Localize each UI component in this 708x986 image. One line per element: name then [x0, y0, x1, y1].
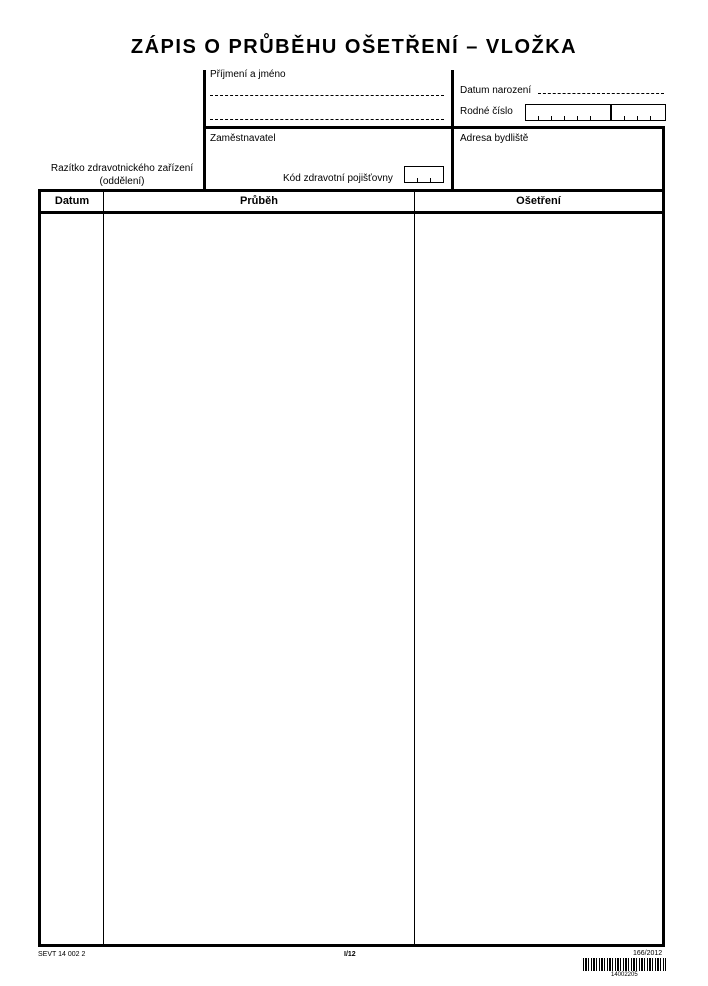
birth-number-box[interactable] — [525, 104, 666, 121]
datum-column-area[interactable] — [41, 214, 103, 944]
birth-date-line[interactable] — [538, 93, 664, 94]
page-number: I/12 — [344, 951, 356, 958]
address-label: Adresa bydliště — [460, 133, 529, 144]
birth-number-tick — [577, 116, 578, 120]
surname-name-line-2[interactable] — [210, 119, 444, 120]
birth-number-tick — [624, 116, 625, 120]
birth-number-tick — [538, 116, 539, 120]
barcode-number: 14002205 — [611, 972, 638, 978]
birth-number-tick — [637, 116, 638, 120]
stamp-label-line2: (oddělení) — [99, 176, 145, 187]
stamp-label — [40, 162, 204, 188]
form-title: ZÁPIS O PRŮBĚHU OŠETŘENÍ – VLOŽKA — [130, 36, 578, 58]
header-divider-horizontal — [203, 126, 665, 129]
column-header-osetreni: Ošetření — [516, 195, 561, 207]
header-right-border — [662, 126, 665, 190]
surname-name-line-1[interactable] — [210, 95, 444, 96]
birth-number-tick — [551, 116, 552, 120]
birth-number-tick — [650, 116, 651, 120]
birth-number-label: Rodné číslo — [460, 106, 513, 117]
edition-number: 166/2012 — [633, 950, 663, 957]
birth-number-tick — [590, 116, 591, 120]
insurance-code-label: Kód zdravotní pojišťovny — [283, 173, 393, 184]
insurance-code-tick — [430, 178, 431, 182]
osetreni-column-area[interactable] — [415, 214, 662, 944]
barcode — [583, 958, 666, 971]
column-header-datum: Datum — [54, 195, 90, 207]
surname-name-label: Příjmení a jméno — [210, 69, 286, 80]
insurance-code-tick — [417, 178, 418, 182]
stamp-label-line1: Razítko zdravotnického zařízení — [50, 163, 194, 174]
birth-number-separator — [610, 105, 612, 120]
birth-date-label: Datum narození — [460, 85, 532, 96]
prubeh-column-area[interactable] — [104, 214, 414, 944]
employer-label: Zaměstnavatel — [210, 133, 276, 144]
form-code: SEVT 14 002 2 — [38, 951, 86, 958]
birth-number-tick — [564, 116, 565, 120]
header-divider-mid — [451, 70, 454, 190]
column-header-prubeh: Průběh — [240, 195, 278, 207]
insurance-code-box[interactable] — [404, 166, 444, 183]
